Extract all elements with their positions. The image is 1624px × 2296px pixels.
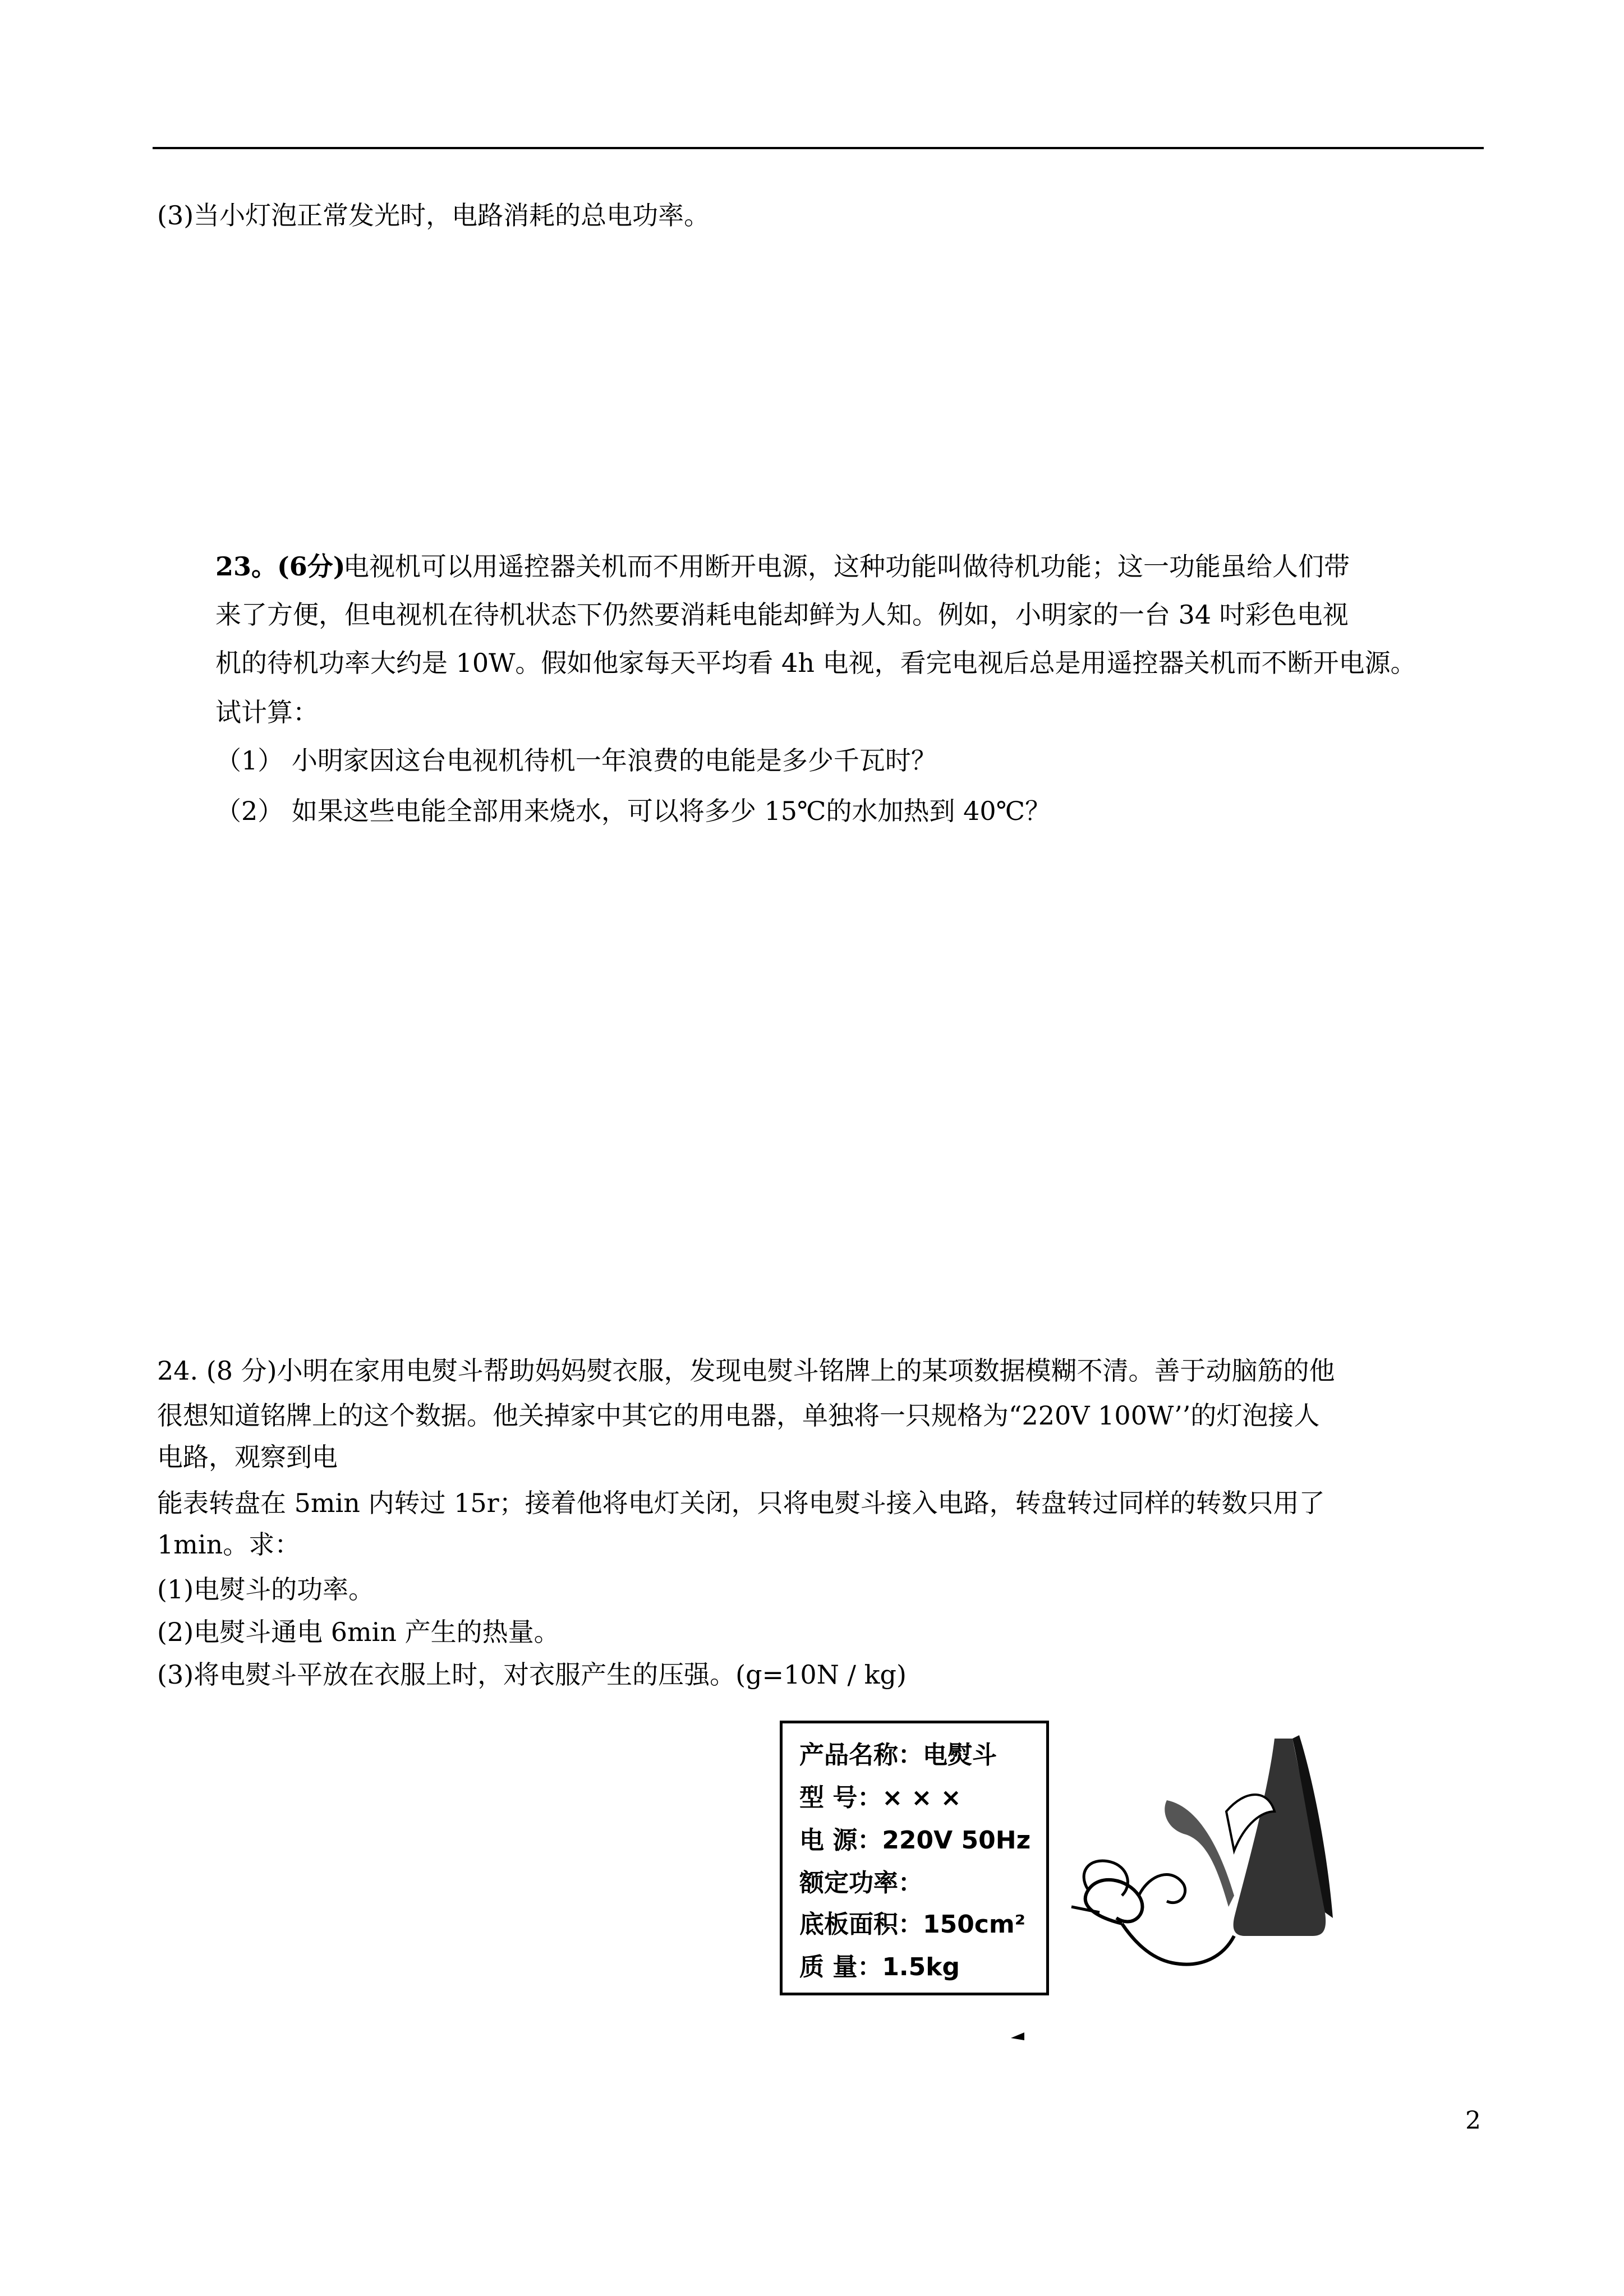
q23-item-1: （1） 小明家因这台电视机待机一年浪费的电能是多少千瓦时？ xyxy=(215,745,937,776)
q24-line: 能表转盘在 5min 内转过 15r；接着他将电灯关闭，只将电熨斗接入电路，转盘转过同样的转数只用了 xyxy=(157,1488,1325,1518)
q23-line: 机的待机功率大约是 10W。假如他家每天平均看 4h 电视，看完电视后总是用遥控器关机而不断开电源。 xyxy=(215,648,1416,678)
q24-part3: (3)将电熨斗平放在衣服上时，对衣服产生的压强。(g=10N / kg) xyxy=(157,1659,907,1690)
q24-line: 很想知道铭牌上的这个数据。他关掉家中其它的用电器，单独将一只规格为“220V 100W’’的灯泡接人 xyxy=(157,1400,1320,1431)
q23-line: 来了方便，但电视机在待机状态下仍然要消耗电能却鲜为人知。例如，小明家的一台 34 吋彩色电视 xyxy=(215,600,1349,630)
nameplate-row: 底板面积：150cm² xyxy=(799,1910,1026,1939)
q24-part1: (1)电熨斗的功率。 xyxy=(157,1574,375,1605)
nameplate-row: 质 量：1.5kg xyxy=(799,1953,960,1981)
nameplate-row: 产品名称：电熨斗 xyxy=(799,1741,997,1769)
q24-part2: (2)电熨斗通电 6min 产生的热量。 xyxy=(157,1617,560,1647)
header-rule xyxy=(153,147,1484,149)
q22-part3: (3)当小灯泡正常发光时，电路消耗的总电功率。 xyxy=(157,200,710,230)
q24-line: 24. (8 分)小明在家用电熨斗帮助妈妈熨衣服，发现电熨斗铭牌上的某项数据模糊不清。善于动脑筋的他 xyxy=(157,1356,1335,1386)
nameplate-row: 型 号：× × × xyxy=(799,1783,961,1812)
nameplate-row: 电 源：220V 50Hz xyxy=(799,1826,1031,1855)
nameplate-box xyxy=(780,1721,1049,1995)
q24-line: 1min。求： xyxy=(157,1529,301,1560)
q23-line: 电视机可以用遥控器关机而不用断开电源，这种功能叫做待机功能；这一功能虽给人们带 xyxy=(343,551,1350,582)
nameplate-row: 额定功率： xyxy=(799,1869,923,1897)
page-number: 2 xyxy=(1465,2106,1481,2135)
electric-iron-illustration xyxy=(1066,1727,1346,1997)
q23-item-2: （2） 如果这些电能全部用来烧水，可以将多少 15℃的水加热到 40℃？ xyxy=(215,796,1051,826)
scan-mark xyxy=(1010,2030,1027,2041)
q23-number: 23。(6分) xyxy=(215,551,346,582)
q24-line: 电路，观察到电 xyxy=(157,1442,338,1472)
q23-line: 试计算： xyxy=(215,697,319,727)
